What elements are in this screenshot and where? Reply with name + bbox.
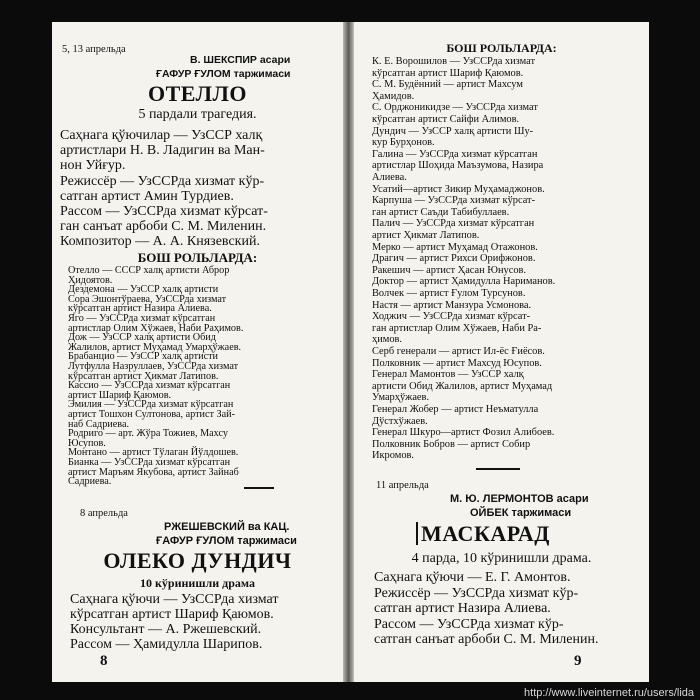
left-page bbox=[52, 22, 343, 682]
cast-line: Галина — УзССРда хизмат кўрсатган bbox=[372, 148, 538, 160]
credit-line: Саҳнага қўючи — УзССРда хизмат bbox=[70, 592, 279, 607]
cast-line: артист Ҳикмат Латипов. bbox=[372, 230, 480, 241]
cast-line: Полковник — артист Махсуд Юсупов. bbox=[372, 357, 542, 369]
cast-line: Икромов. bbox=[372, 450, 415, 462]
cast-line: С. Орджоникидзе — УзССРда хизмат bbox=[372, 102, 538, 114]
cast-line: ган артист Саъди Табибуллаев. bbox=[372, 206, 510, 218]
cast-line: кўрсатган артист Шариф Қаюмов. bbox=[372, 67, 524, 79]
cast-line: Генерал Шкуро—артист Фозил Алибоев. bbox=[372, 427, 555, 439]
cast-line: Ҳамидов. bbox=[372, 90, 415, 102]
cast-line: Яго — УзССРда хизмат кўрсатган bbox=[68, 313, 216, 324]
credit-line: Саҳнага қўючилар — УзССР халқ bbox=[60, 128, 263, 143]
cast-line: К. Е. Ворошилов — УзССРда хизмат bbox=[372, 56, 536, 67]
cast-line: артистлар Шоҳида Маъзумова, Назира bbox=[372, 160, 544, 172]
cast-line: кўрсатган артист Сайфи Алимов. bbox=[372, 114, 520, 125]
cast-line: Генерал Мамонтов — УзССР халқ bbox=[372, 369, 524, 381]
cast-line: Карпуша — УзССРда хизмат кўрсат- bbox=[372, 195, 536, 207]
cast-line: Ракешич — артист Ҳасан Юнусов. bbox=[372, 264, 527, 276]
play-title: ОТЕЛЛО bbox=[147, 81, 248, 106]
cast-line: наб Садриева. bbox=[68, 418, 130, 430]
cast-line: Мерко — артист Муҳамад Отажонов. bbox=[372, 241, 538, 253]
cast-line: кур Бурҳонов. bbox=[372, 137, 435, 149]
cast-line: Умарҳўжаев. bbox=[372, 392, 430, 404]
cast-line: Дундич — УзССР халқ артисти Шу- bbox=[372, 125, 534, 137]
cast-line: Алиева. bbox=[372, 172, 407, 183]
play-title: МАСКАРАД bbox=[416, 522, 550, 545]
translator-line: ҒАФУР ҒУЛОМ таржимаси bbox=[156, 68, 291, 80]
credit-line: Режиссёр — УзССРда хизмат кўр- bbox=[60, 173, 265, 189]
cast-line: Эмилия — УзССРда хизмат кўрсатган bbox=[68, 399, 234, 411]
cast-line: Отелло — СССР халқ артисти Аброр bbox=[68, 265, 230, 276]
cast-line: Ҳидоятов. bbox=[68, 274, 113, 286]
performance-date: 5, 13 апрельда bbox=[62, 44, 126, 55]
cast-line: Настя — артист Манзура Усмонова. bbox=[372, 299, 532, 311]
cast-line: Доктор — артист Ҳамидулла Нариманов. bbox=[372, 276, 556, 288]
cast-line: Сора Эшонтўраева, УзССРда хизмат bbox=[68, 293, 227, 305]
cast-line: Садриева. bbox=[68, 476, 112, 488]
cast-line: кўрсатган артист Назира Алиева. bbox=[68, 303, 212, 315]
cast-line: артист Тошхон Султонова, артист Зай- bbox=[68, 409, 235, 420]
cast-line: Дўстхўжаев. bbox=[372, 415, 428, 427]
credit-line: нон Уйғур. bbox=[60, 158, 126, 174]
cast-line: ҳимов. bbox=[372, 334, 403, 346]
cast-line: Кассио — УзССРда хизмат кўрсатган bbox=[68, 380, 231, 392]
page-number: 9 bbox=[574, 653, 582, 669]
cast-line: Усатий—артист Зикир Муҳамаджонов. bbox=[372, 183, 545, 195]
credit-line: сатган артист Амин Турдиев. bbox=[60, 188, 234, 204]
cast-line: Волчек — артист Ғулом Турсунов. bbox=[372, 288, 526, 299]
cast-line: Лутфулла Назруллаев, УзССРда хизмат bbox=[68, 361, 239, 372]
cast-line: С. М. Будённий — артист Махсум bbox=[372, 79, 523, 91]
cast-line: ган артистлар Олим Хўжаев, Наби Ра- bbox=[372, 322, 542, 334]
right-page bbox=[354, 22, 649, 682]
roles-heading: БОШ РОЛЬЛАРДА: bbox=[137, 250, 258, 265]
author-line: М. Ю. ЛЕРМОНТОВ асари bbox=[450, 493, 589, 505]
cast-line: Дож — УзССР халқ артисти Обид bbox=[68, 332, 216, 344]
cast-line: Серб генерали — артист Ил-ёс Ғиёсов. bbox=[372, 346, 545, 357]
credit-line: Консультант — А. Ржешевский. bbox=[70, 622, 262, 637]
divider-rule bbox=[476, 468, 520, 470]
cast-line: Брабанцио — УзССР халқ артисти bbox=[68, 351, 219, 363]
cast-line: артистлар Олим Хўжаев, Наби Раҳимов. bbox=[68, 322, 244, 334]
credit-line: артистлари Н. В. Ладигин ва Ман- bbox=[60, 143, 265, 159]
performance-date: 8 апрельда bbox=[80, 508, 128, 519]
cast-line: Бианка — УзССРда хизмат кўрсатган bbox=[68, 457, 231, 468]
cast-line: Монтано — артист Тўлаган Йўлдошев. bbox=[68, 447, 239, 459]
translator-line: ОЙБЕК таржимаси bbox=[470, 507, 572, 519]
book-gutter bbox=[343, 22, 354, 682]
cast-line: Генерал Жобер — артист Неъматулла bbox=[372, 404, 539, 415]
credit-line: сатган артист Назира Алиева. bbox=[374, 601, 551, 616]
divider-rule bbox=[244, 487, 274, 489]
cast-line: кўрсатган артист Ҳикмат Латипов. bbox=[68, 370, 219, 382]
translator-line: ҒАФУР ҒУЛОМ таржимаси bbox=[156, 535, 297, 547]
cast-line: Юсупов. bbox=[68, 437, 106, 449]
credit-line: Композитор — А. А. Князевский. bbox=[60, 234, 260, 250]
credit-line: Саҳнага қўючи — Е. Г. Амонтов. bbox=[374, 570, 571, 585]
author-line: В. ШЕКСПИР асари bbox=[190, 54, 291, 66]
play-genre: 10 кўринишли драма bbox=[140, 576, 255, 590]
performance-date: 11 апрельда bbox=[376, 480, 429, 491]
play-genre: 4 парда, 10 кўринишли драма. bbox=[411, 551, 592, 566]
cast-line: Драгич — артист Рихси Орифжонов. bbox=[372, 253, 536, 265]
cast-line: Жалилов, артист Муҳамад Умарҳўжаев. bbox=[68, 341, 242, 353]
roles-heading: БОШ РОЛЬЛАРДА: bbox=[446, 41, 557, 55]
cast-line: артисти Обид Жалилов, артист Муҳамад bbox=[372, 380, 553, 392]
credit-line: Рассом — Ҳамидулла Шарипов. bbox=[70, 637, 263, 652]
cast-line: Родриго — арт. Жўра Тожиев, Махсу bbox=[68, 428, 228, 440]
author-line: РЖЕШЕВСКИЙ ва КАЦ. bbox=[164, 521, 290, 533]
cast-line: Палич — УзССРда хизмат кўрсатган bbox=[372, 218, 535, 230]
credit-line: сатган санъат арбоби С. М. Миленин. bbox=[374, 632, 599, 647]
cast-line: артист Шариф Қаюмов. bbox=[68, 389, 172, 401]
credit-line: Рассом — УзССРда хизмат кўрсат- bbox=[60, 204, 268, 219]
page-number: 8 bbox=[100, 653, 108, 669]
cast-line: Дездемона — УзССР халқ артисти bbox=[68, 284, 219, 296]
credit-line: Рассом — УзССРда хизмат кўр- bbox=[374, 616, 564, 632]
credit-line: Режиссёр — УзССРда хизмат кўр- bbox=[374, 585, 579, 601]
cast-line: Ходжич — УзССРда хизмат кўрсат- bbox=[372, 311, 531, 323]
credit-line: кўрсатган артист Шариф Қаюмов. bbox=[70, 607, 274, 622]
credit-line: ган санъат арбоби С. М. Миленин. bbox=[60, 219, 267, 235]
watermark-url: http://www.liveinternet.ru/users/lida bbox=[524, 687, 694, 699]
cast-line: артист Маръям Якубова, артист Зайнаб bbox=[68, 466, 239, 478]
cast-line: Полковник Бобров — артист Собир bbox=[372, 438, 531, 450]
play-genre: 5 пардали трагедия. bbox=[138, 107, 257, 122]
play-title: ОЛЕКО ДУНДИЧ bbox=[103, 548, 292, 573]
